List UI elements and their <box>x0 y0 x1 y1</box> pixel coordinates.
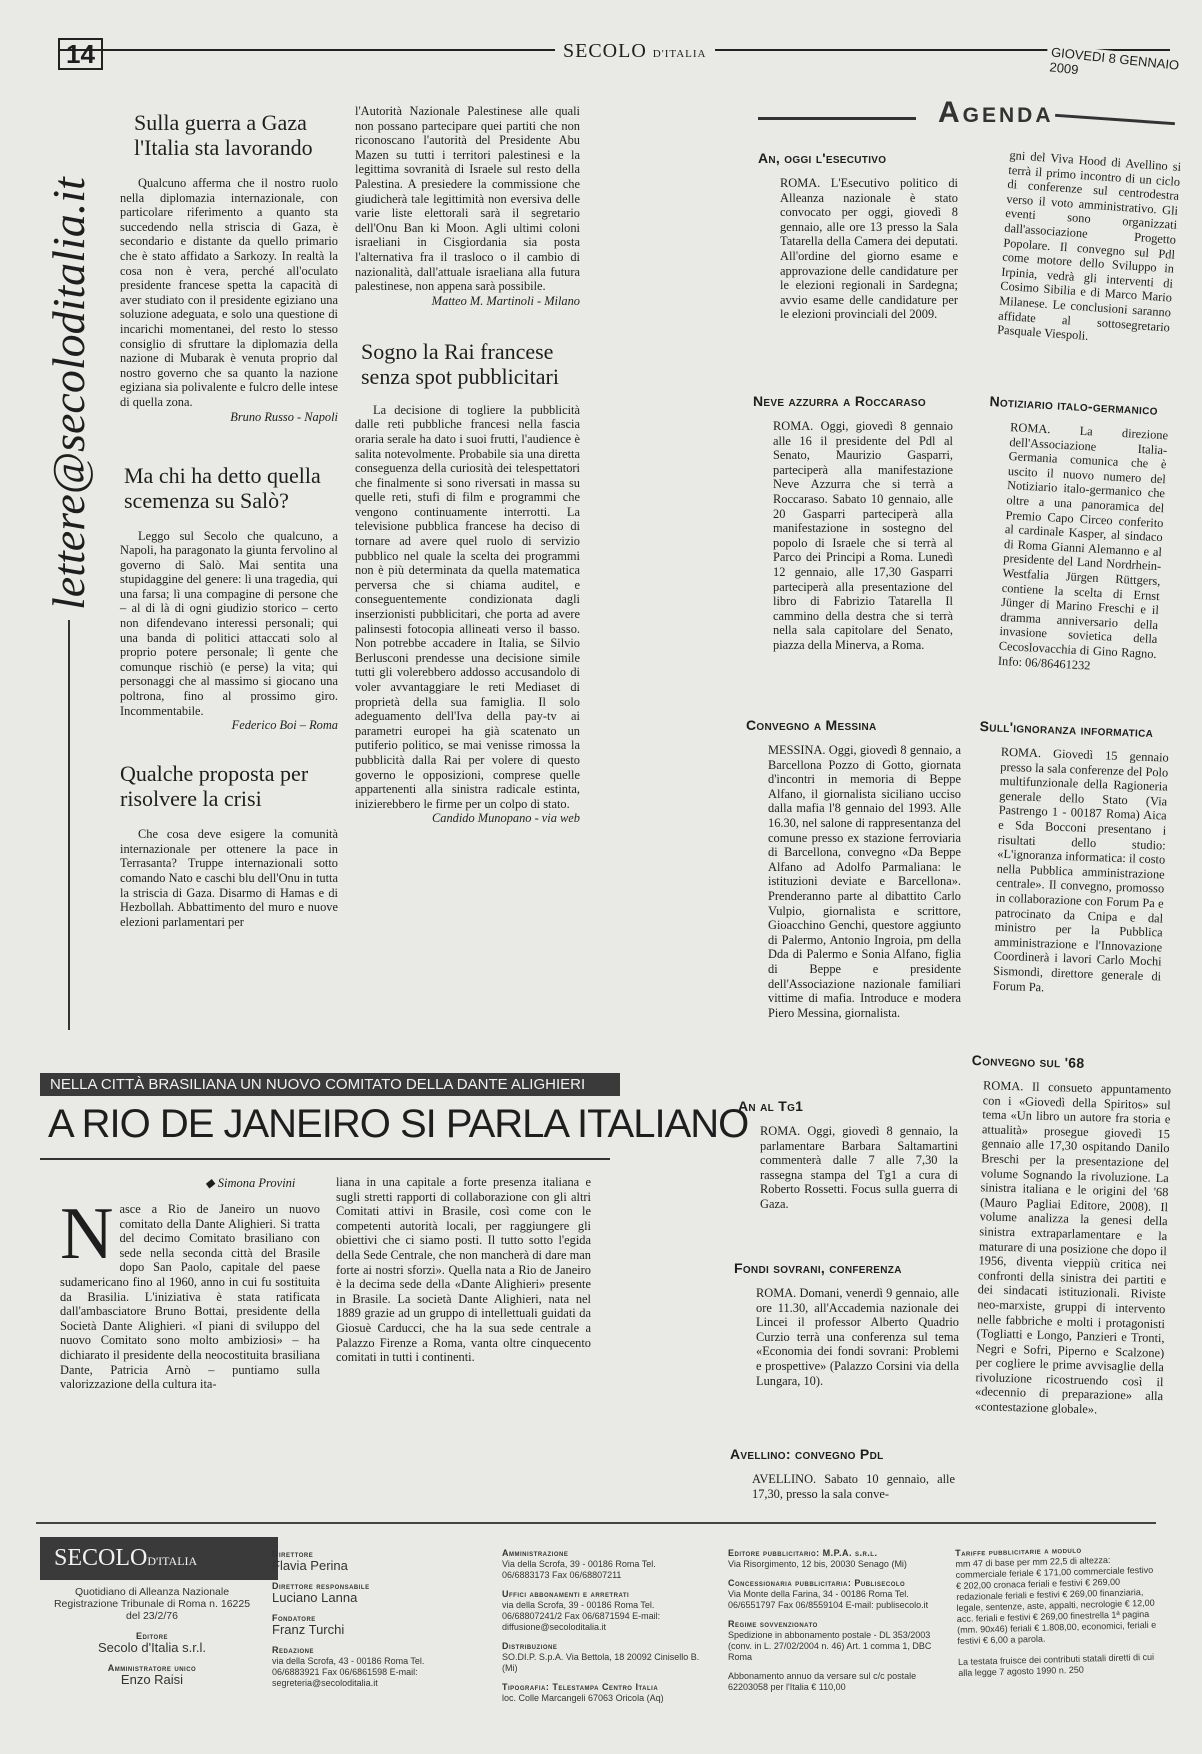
rio-dropcap: N <box>60 1193 114 1275</box>
letter-signature: Federico Boi – Roma <box>231 718 338 733</box>
letter-title: Sulla guerra a Gaza l'Italia sta lavorando <box>134 110 313 160</box>
rio-column-1: Nasce a Rio de Janeiro un nuovo comitato della Dante Alighieri. Si tratta del decimo Comitato brasiliano con sede nella seconda città del Brasile dopo San Paolo, capitale del paese sudamericano fino al 1960, anno in cui fu sostituita da Brasilia. L'iniziativa è stata ratificata dall'ambasciatore Bruno Bottai, presidente della Società Dante Alighieri. «I piani di sviluppo del nuovo Comitato sono molto ambiziosi» – ha dichiarato il presidente della neocostituita brasiliana Dante, Patricia Arnò – puntiamo sulla valorizzazione della cultura ita- <box>60 1193 320 1392</box>
agenda-item: gni del Viva Hood di Avellino si terrà il primo incontro di un ciclo di conferenze sul centrodestra verso il voto amministrativo. Gli eventi sono organizzati dall'associazione Progetto Popolare. Il convegno sul Pdl come motore dello Sviluppo in Irpinia, vedrà gli interventi di Cosimo Sibilia e di Marco Mario Milanese. Le conclusioni saranno affidate al sottosegretario Pasquale Viespoli. <box>996 148 1182 344</box>
page-number: 14 <box>58 38 103 70</box>
letter-signature: Matteo M. Martinoli - Milano <box>431 293 580 308</box>
rio-column-2: liana in una capitale a forte presenza italiana e sugli stretti rapporti di collaborazione con gli altri Comitati attivi in Brasile, così come con le competenti autorità locali, per raggiungere gli obiettivi che ci siamo posti. Il tutto sotto l'egida della Sede Centrale, che non mancherà di dare man forte ai nostri sforzi». Quella nata a Rio de Janeiro è la decima sede della «Dante Alighieri» presente in Brasile. La società Dante Alighieri, nata nel 1889 grazie ad un gruppo di intellettuali guidati da Giosuè Carducci, che ha la sua sede centrale a Palazzo Firenze a Roma, vanta oltre cinquecento comitati in tutti i continenti. <box>336 1175 591 1365</box>
letter-body: La decisione di togliere la pubblicità dalle reti pubbliche francesi nella fascia oraria serale ha dato i suoi frutti, l'audience è salita notevolmente. Probabile sia una diretta conseguenza della curiosità dei telespettatori che finalmente si sono riversati in massa su quelle reti, stufi di film e programmi che vengono continuamente interrotti. La televisione pubblica francese ha deciso di tornare ad avere quel ruolo di servizio pubblico nel quale la scelta dei programmi non è più determinata da quella matematica perversa che si chiama auditel, e conseguentemente condizionata dagli inserzionisti pubblicitari, che porta ad avere palinsesti fotocopia allineati verso il basso. Non potrebbe accadere in Italia, se Silvio Berlusconi prendesse una decisione simile tutti gli volerebbero addosso accusandolo di voler avvantaggiare le reti Mediaset di proprietà della sua famiglia. Il solo adeguamento dell'Iva della pay-tv ai parametri europei ha già scatenato un putiferio politico, se mai venisse rimossa la pubblicità dalla Rai per volere di questo governo le opposizioni, comprese quelle appartenenti alla sinistra radicale estinta, inizierebbero le firme per un colpo di stato. <box>355 402 580 811</box>
rio-rule <box>40 1158 610 1160</box>
sidebar-rule <box>68 620 70 1030</box>
masthead <box>555 40 715 63</box>
letter-title: Sogno la Rai francese senza spot pubblicitari <box>361 338 559 389</box>
agenda-item: An al Tg1 ROMA. Oggi, giovedì 8 gennaio, la parlamentare Barbara Saltamartini commenterà dalle 7 alle 7,30 la rassegna stampa del Tg1 a cura di Roberto Rossetti. Focus sulla guerra di Gaza. <box>738 1098 958 1211</box>
footer-rule <box>36 1522 1156 1524</box>
agenda-heading: Avellino: convegno Pdl <box>730 1446 884 1462</box>
agenda-heading: An al Tg1 <box>738 1098 804 1114</box>
agenda-rule-right <box>1055 114 1175 125</box>
footer-block-2: Direttore Flavia Perina Direttore responsabile Luciano Lanna Fondatore Franz Turchi Redazione via della Scrofa, 43 - 00186 Roma Tel. 06/6883921 Fax 06/6861598 E-mail: segreteria@secoloditalia.it <box>272 1549 425 1688</box>
masthead-small: D'ITALIA <box>652 48 707 60</box>
letters-column-left <box>120 110 338 929</box>
agenda-item: Sull'ignoranza informatica ROMA. Giovedì 15 gennaio presso la sala conferenze del Polo multifunzionale della Ragioneria generale dello Stato (Via Pastrengo 1 - 00187 Roma) Aica e Sda Bocconi presentano i risultati dello studio: «L'ignoranza informatica: il costo nella Pubblica amministrazione centrale». Il convegno, promosso in collaborazione con Forum Pa e patrocinato da Cnipa e dal ministro per la Pubblica amministrazione e l'Innovazione Coordinerà i lavori Carlo Mochi Sismondi, direttore generale di Forum Pa. <box>979 718 1169 994</box>
agenda-item: Convegno a Messina MESSINA. Oggi, giovedì 8 gennaio, a Barcellona Pozzo di Gotto, giornata d'incontri in memoria di Beppe Alfano, il giornalista siciliano ucciso dalla mafia l'8 gennaio del 1993. Alle 16.30, nel salone di rappresentanza del comune presso ex stazione ferroviaria di Barcellona, convegno «Da Beppe Alfano ad Adolfo Parmaliana: le istituzioni deviate e Barcellona». Prenderanno parte al dibattito Carlo Vulpio, giornalista e scrittore, Gioacchino Genchi, questore aggiunto di Palermo, Antonio Ingroia, pm della Dda di Palermo e Sonia Alfano, figlia di Beppe e presidente dell'Associazione nazionale familiari vittime di mafia. Introduce e modera Piero Messina, giornalista. <box>746 717 961 1020</box>
issue-date: GIOVEDI 8 GENNAIO 2009 <box>1045 44 1201 90</box>
agenda-item: Fondi sovrani, conferenza ROMA. Domani, venerdì 9 gennaio, alle ore 11.30, all'Accademia nazionale dei Lincei il professor Alberto Quadrio Curzio terrà una conferenza sul tema «Economia dei fondi sovrani: Problemi e prospettive» (Palazzo Corsini via della Lungara, 10). <box>734 1260 959 1388</box>
letter-body: Che cosa deve esigere la comunità internazionale per ottenere la pace in Terrasanta? Truppe internazionali sotto comando Nato e caschi blu dell'Onu in tutta la striscia di Gaza. Disarmo di Hamas e di Hezbollah. Abbattimento del muro e nuove elezioni parlamentari per <box>120 827 338 929</box>
footer-block-5: Tariffe pubblicitarie a modulo mm 47 di base per mm 22,5 di altezza: commerciale feriale € 171,00 commerciale festivo € 202,00 cronaca feriali e festivi € 269,00 redazionale feriali e festivi € 269,00 finanziaria, legale, sentenze, aste, appalti, necrologie € 12,00 acc. feriali e festivi € 269,00 finestrella 1ª pagina (mm. 90x46) feriali € 1.808,00, economici, feriali e festivi € 6,00 a parola. La testata fruisce dei contributi statali diretti di cui alla legge 7 agosto 1990 n. 250 <box>955 1544 1157 1678</box>
letter-title: Qualche proposta per risolvere la crisi <box>120 761 309 812</box>
agenda-heading: Neve azzurra a Roccaraso <box>753 393 926 409</box>
rio-kicker: NELLA CITTÀ BRASILIANA UN NUOVO COMITATO DELLA DANTE ALIGHIERI <box>40 1073 620 1096</box>
agenda-item: An, oggi l'esecutivo ROMA. L'Esecutivo politico di Alleanza nazionale è stato convocato per oggi, giovedì 8 gennaio, alle ore 13 presso la Sala Tatarella della Camera dei deputati. All'ordine del giorno esame e approvazione delle candidature per le elezioni regionali in Sardegna; avvio esame delle candidature per le elezioni provinciali del 2009. <box>758 150 958 322</box>
letters-email-title: lettere@secoloditalia.it <box>43 177 94 610</box>
masthead-title: SECOLO <box>563 40 647 62</box>
agenda-item: Neve azzurra a Roccaraso ROMA. Oggi, giovedì 8 gennaio alle 16 il presidente del Pdl al Senato, Maurizio Gasparri, parteciperà alla manifestazione Neve Azzurra che si terrà a Roccaraso. Sabato 10 gennaio, alle 20 Gasparri parteciperà alla manifestazione in sostegno del popolo di Israele che si terrà al Parco dei Principi a Roma. Lunedì 12 gennaio, alle 17,30 Gasparri parteciperà alla presentazione del libro di Fabrizio Tatarella Il cammino della destra che si terrà nella sala capitolare del Senato, piazza della Minerva, a Roma. <box>753 393 953 652</box>
letter-signature: Candido Munopano - via web <box>432 811 580 826</box>
rio-byline: ◆ Simona Provini <box>205 1176 296 1190</box>
agenda-heading: Notiziario italo-germanico <box>989 393 1159 418</box>
footer-block-1: Quotidiano di Alleanza Nazionale Registrazione Tribunale di Roma n. 16225 del 23/2/76 Editore Secolo d'Italia s.r.l. Amministratore unico Enzo Raisi <box>53 1586 251 1687</box>
agenda-heading: An, oggi l'esecutivo <box>758 150 887 166</box>
agenda-rule-left <box>758 117 916 120</box>
agenda-heading: Sull'ignoranza informatica <box>979 718 1154 741</box>
letter-signature: Bruno Russo - Napoli <box>230 409 338 424</box>
footer-block-3: Amministrazione Via della Scrofa, 39 - 00186 Roma Tel. 06/6883173 Fax 06/68807211 Uffici abbonamenti e arretrati via della Scrofa, 39 - 00186 Roma Tel. 06/68807241/2 Fax 06/6871594 E-mail: diffusione@secoloditalia.it Distribuzione SO.DI.P. S.p.A. Via Bettola, 18 20092 Cinisello B. (Mi) Tipografia: Telestampa Centro Italia loc. Colle Marcangeli 67063 Oricola (Aq) <box>502 1548 700 1703</box>
letter-title: Ma chi ha detto quella scemenza su Salò? <box>124 462 321 513</box>
letter-continuation: l'Autorità Nazionale Palestinese alle quali non possano partecipare quei partiti che non riconoscano l'autorità del Presidente Abu Mazen su tutti i territori palestinesi e la legittima sovranità di Israele sul resto della Palestina. A presiedere la commissione che giudicherà tale legittimità non eversiva delle varie liste elettorali sarà il segretario dell'Onu Ban ki Moon. Agli ultimi coloni israeliani in Cisgiordania sia posta l'alternativa fra il trasloco o il cambio di nazionalità, dall'attuale israeliana alla futura palestinese, non appena sarà possibile. <box>355 104 580 294</box>
agenda-item: Convegno sul '68 ROMA. Il consueto appuntamento con i «Giovedì della Spiritos» sul tema «Un libro un autore fra storia e attualità» prosegue giovedì 15 gennaio alle 17,30 ospitando Danilo Breschi per la presentazione del volume Sognando la rivoluzione. La sinistra italiana e le origini del '68 (Mauro Pagliai Editore, 2008). Il volume analizza la genesi della sinistra extraparlamentare e la maturare di una posizione che dopo il 1956, diventa vieppiù critica nei confronti della sinistra dei partiti e dei sindacati istituzionali. Riviste neo-marxiste, gruppi di intervento nelle fabbriche e molti i protagonisti (Togliatti e Longo, Panzieri e Tronti, Negri e Sofri, Piperno e Scalzone) per cogliere le prime avvisaglie della rivoluzione ricostruendo così il «decennio di preparazione» alla «contestazione globale». <box>971 1052 1172 1417</box>
agenda-item: Notiziario italo-germanico ROMA. La direzione dell'Associazione Italia-Germania comunica che è uscito il nuovo numero del Notiziario italo-germanico che oltre a una panoramica del Premio Capo Circeo conferito al cardinale Kasper, al sindaco di Roma Gianni Alemanno e al presidente del Land Nordrhein-Westfalia Jürgen Rüttgers, contiene la scelta di Ernst Jünger di Marino Freschi e il dramma anniversario della invasione sovietica della Cecoslovacchia di Gino Ragno. Info: 06/86461232 <box>989 393 1169 673</box>
agenda-item: Avellino: convegno Pdl AVELLINO. Sabato 10 gennaio, alle 17,30, presso la sala conve- <box>730 1446 955 1501</box>
footer-logo: SECOLOD'ITALIA <box>40 1537 278 1580</box>
rio-headline: A RIO DE JANEIRO SI PARLA ITALIANO <box>48 1102 749 1146</box>
agenda-heading: Convegno a Messina <box>746 717 877 733</box>
agenda-heading: Fondi sovrani, conferenza <box>734 1260 902 1276</box>
footer-block-4: Editore pubblicitario: M.P.A. s.r.l. Via Risorgimento, 12 bis, 20030 Senago (Mi) Concessionaria pubblicitaria: Publisecolo Via Monte della Farina, 34 - 00186 Roma Tel. 06/6551797 Fax 06/8559104 E-mail: publisecolo.it Regime sovvenzionato Spedizione in abbonamento postale - DL 353/2003 (conv. in L. 27/02/2004 n. 46) Art. 1 comma 1, DBC Roma Abbonamento annuo da versare sul c/c postale 62203058 per l'Italia € 110,00 <box>728 1548 932 1692</box>
agenda-heading: Convegno sul '68 <box>971 1052 1085 1071</box>
agenda-title: Agenda <box>938 96 1054 129</box>
letter-body: Leggo sul Secolo che qualcuno, a Napoli, ha paragonato la giunta fervolino al governo di Salò. Mai sentita una stupidaggine del genere: lì una tragedia, qui una farsa; lì una compagine di persone che – al di là di ogni giudizio storico – certo non difendevano interessi personali; qui una banda di politici attaccati solo al proprio potere personale; lì gente che comunque rischiò (e perse) la vita; qui personaggi che al massimo si giocano una poltrona, fino al prossimo giro. Incommentabile. <box>120 528 338 718</box>
letter-body: Qualcuno afferma che il nostro ruolo nella diplomazia internazionale, con particolare riferimento a quanto sta succedendo nella striscia di Gaza, è secondario e distante da quello primario che è stato affidato a Sarkozy. In realtà la cosa non è vera, perché all'oculato presidente francese spetta la capacità di aver studiato con il presidente egiziano una soluzione adeguata, e solo una questione di incarichi momentanei, del resto lo stesso consiglio di sfruttare la diplomazia della nazione di Mubarak è venuta proprio dal nostro governo che sa quanto la nazione egiziana sia polivalente e fulcro delle intese di quella zona. <box>120 176 338 409</box>
letters-column-right <box>355 104 580 826</box>
